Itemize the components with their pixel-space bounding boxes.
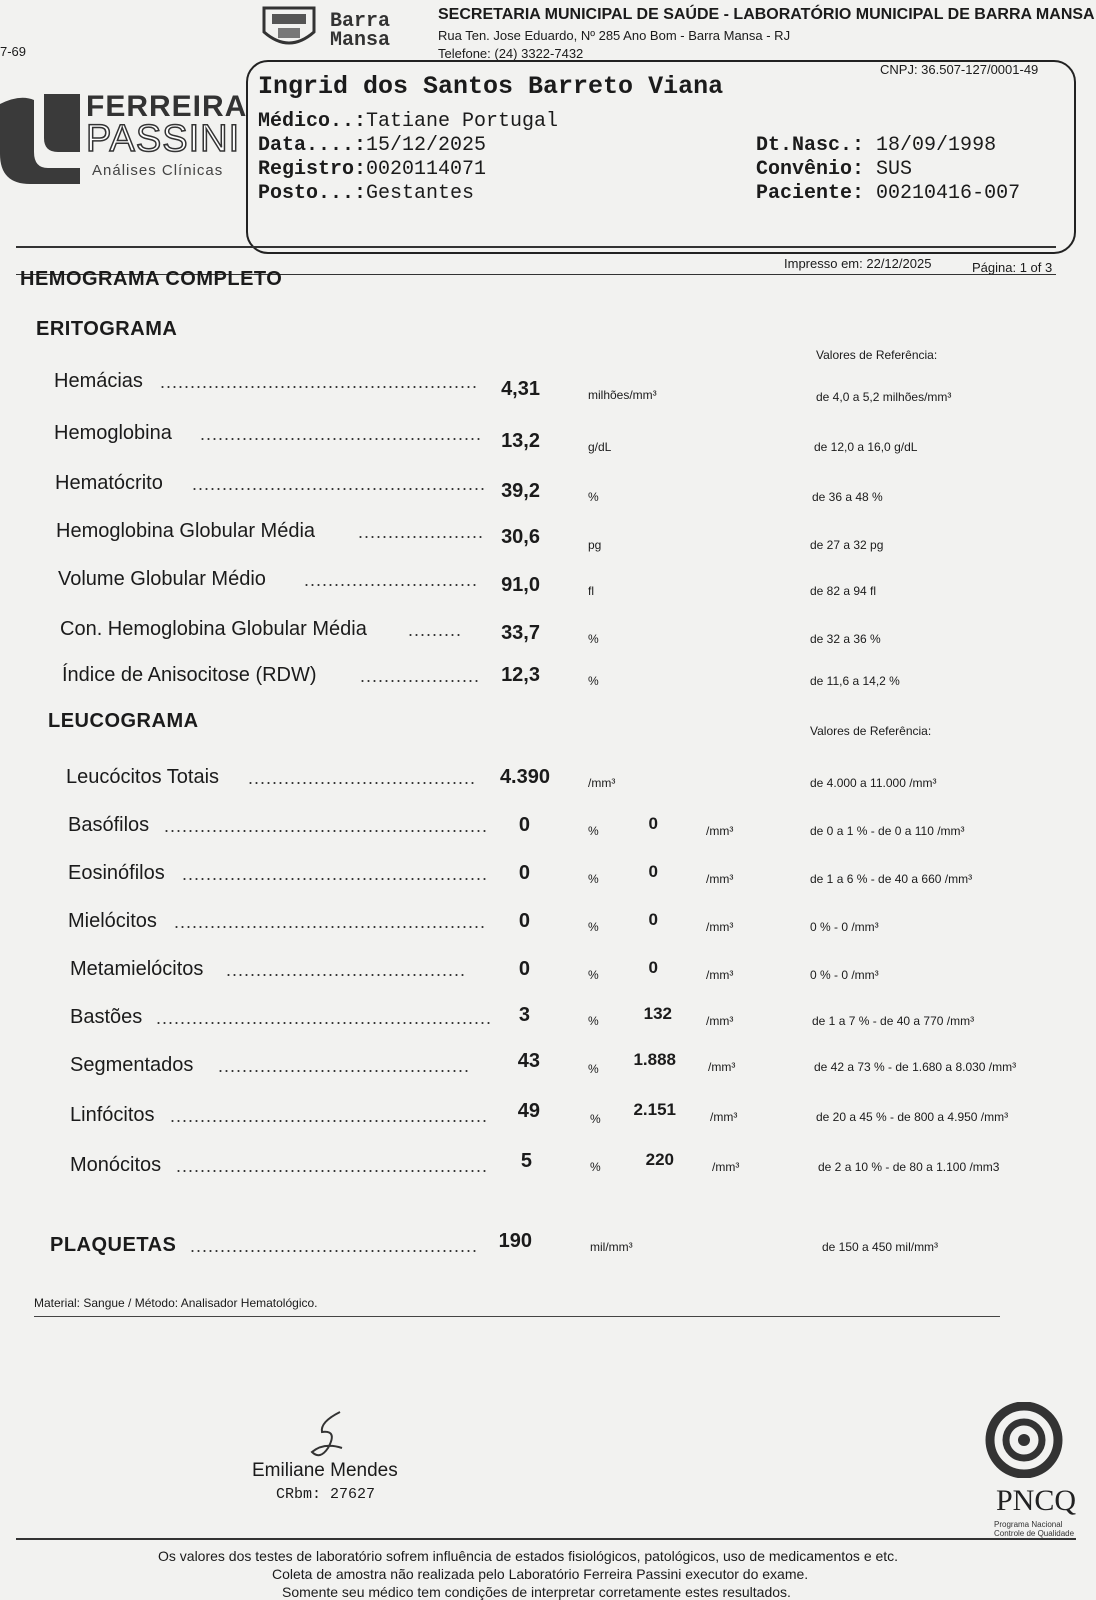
- row-abs: 1.888: [633, 1050, 676, 1069]
- material-separator: [34, 1316, 1000, 1317]
- data-label: Data....:: [258, 134, 367, 157]
- leucograma-row: [0, 1100, 1096, 1144]
- medico-value: Tatiane Portugal: [366, 110, 559, 133]
- data-value: 15/12/2025: [366, 134, 487, 157]
- medico-label: Médico..:: [258, 110, 367, 133]
- posto-value: Gestantes: [366, 182, 475, 205]
- dot-leader: .....................................................: [160, 372, 479, 392]
- city-crest-icon: [258, 4, 320, 52]
- eritograma-row: [0, 472, 1096, 512]
- dot-leader: .....................: [358, 522, 485, 542]
- row-label: Hemácias: [54, 370, 143, 392]
- dot-leader: ................................................: [190, 1236, 479, 1256]
- leucograma-row: [0, 862, 1096, 902]
- material-note: Material: Sangue / Método: Analisador Hematológico.: [34, 1296, 318, 1310]
- row-pct-unit: %: [588, 872, 599, 886]
- leucograma-row: [0, 814, 1096, 854]
- row-reference: de 1 a 7 % - de 40 a 770 /mm³: [812, 1014, 975, 1028]
- eritograma-row: [0, 422, 1096, 462]
- row-pct: 49: [517, 1100, 540, 1122]
- row-label: Hemoglobina: [54, 422, 172, 444]
- row-pct: 43: [517, 1050, 540, 1072]
- lab-logo-line1: FERREIRA: [86, 90, 248, 123]
- row-pct-unit: %: [588, 920, 599, 934]
- leucograma-ref-header: Valores de Referência:: [810, 724, 932, 738]
- row-abs: 2.151: [633, 1100, 676, 1119]
- nasc-label: Dt.Nasc.:: [756, 134, 865, 157]
- row-reference: de 82 a 94 fl: [810, 584, 877, 598]
- row-label: Metamielócitos: [70, 958, 204, 980]
- row-reference: de 12,0 a 16,0 g/dL: [814, 440, 918, 454]
- row-value: 4,31: [501, 378, 540, 400]
- row-pct: 0: [518, 910, 530, 932]
- leucocitos-total-row: [0, 766, 1096, 806]
- dot-leader: ...................................................: [182, 864, 489, 884]
- row-abs-unit: /mm³: [706, 920, 734, 934]
- row-reference: de 0 a 1 % - de 0 a 110 /mm³: [810, 824, 965, 838]
- row-abs: 0: [648, 910, 658, 929]
- row-reference: de 42 a 73 % - de 1.680 a 8.030 /mm³: [814, 1060, 1017, 1074]
- row-abs-unit: /mm³: [708, 1060, 736, 1074]
- row-value: 30,6: [501, 526, 540, 548]
- plaquetas-unit: mil/mm³: [590, 1240, 633, 1254]
- dot-leader: .................................................: [192, 474, 487, 494]
- eritograma-row: [0, 520, 1096, 560]
- leucograma-row: [0, 1006, 1096, 1046]
- dot-leader: ....................: [360, 666, 481, 686]
- footer-line-2: Coleta de amostra não realizada pelo Laboratório Ferreira Passini executor do exame.: [272, 1566, 809, 1582]
- patient-name: Ingrid dos Santos Barreto Viana: [258, 72, 724, 101]
- city-logo-word1: Barra: [330, 10, 391, 33]
- row-abs: 220: [645, 1150, 674, 1169]
- page-number: Página: 1 of 3: [972, 260, 1053, 275]
- leucograma-row: [0, 910, 1096, 950]
- row-reference: de 11,6 a 14,2 %: [810, 674, 900, 688]
- exam-title: HEMOGRAMA COMPLETO: [20, 268, 283, 290]
- dot-leader: ...............................................: [200, 424, 483, 444]
- registro-value: 0020114071: [366, 158, 487, 181]
- plaquetas-label: PLAQUETAS: [50, 1234, 177, 1256]
- city-logo-word2: Mansa: [330, 29, 391, 52]
- row-label: Segmentados: [70, 1054, 194, 1076]
- row-pct-unit: %: [588, 1062, 599, 1076]
- row-reference: 0 % - 0 /mm³: [810, 920, 879, 934]
- pncq-subtitle-1: Programa Nacional: [994, 1520, 1063, 1529]
- row-label: Monócitos: [70, 1154, 162, 1176]
- eritograma-ref-header: Valores de Referência:: [816, 348, 938, 362]
- lab-address: Rua Ten. Jose Eduardo, Nº 285 Ano Bom - Barra Mansa - RJ: [438, 28, 791, 43]
- row-pct: 0: [518, 814, 530, 836]
- posto-label: Posto...:: [258, 182, 367, 205]
- dot-leader: ....................................................: [174, 912, 487, 932]
- registro-label: Registro:: [258, 158, 367, 181]
- dot-leader: .............................: [304, 570, 479, 590]
- row-value: 13,2: [501, 430, 540, 452]
- lab-cnpj: CNPJ: 36.507-127/0001-49: [880, 62, 1039, 77]
- row-label: Volume Globular Médio: [58, 568, 266, 590]
- row-abs: 0: [648, 862, 658, 881]
- row-value: 12,3: [501, 664, 540, 686]
- row-reference: de 2 a 10 % - de 80 a 1.100 /mm3: [818, 1160, 1000, 1174]
- convenio-label: Convênio:: [756, 158, 865, 181]
- row-label: Leucócitos Totais: [66, 766, 220, 788]
- row-value: 39,2: [501, 480, 540, 502]
- dot-leader: ........................................................: [156, 1008, 493, 1028]
- row-pct-unit: %: [588, 1014, 599, 1028]
- row-unit: g/dL: [588, 440, 612, 454]
- pncq-subtitle-2: Controle de Qualidade: [994, 1529, 1075, 1538]
- row-pct-unit: %: [590, 1112, 601, 1126]
- row-abs-unit: /mm³: [710, 1110, 738, 1124]
- row-abs-unit: /mm³: [712, 1160, 740, 1174]
- row-label: Hemoglobina Globular Média: [56, 520, 316, 542]
- row-reference: de 1 a 6 % - de 40 a 660 /mm³: [810, 872, 973, 886]
- row-reference: de 32 a 36 %: [810, 632, 881, 646]
- edge-text: 7-69: [0, 44, 27, 59]
- convenio-value: SUS: [876, 158, 913, 181]
- row-unit: milhões/mm³: [588, 388, 657, 402]
- print-date: Impresso em: 22/12/2025: [784, 256, 932, 271]
- row-label: Bastões: [70, 1006, 143, 1028]
- row-reference: 0 % - 0 /mm³: [810, 968, 879, 982]
- leucograma-row: [0, 1050, 1096, 1094]
- row-label: Mielócitos: [68, 910, 157, 932]
- signature-name: Emiliane Mendes: [252, 1460, 398, 1481]
- lab-phone: Telefone: (24) 3322-7432: [438, 46, 584, 61]
- header-separator: [16, 246, 1056, 248]
- nasc-value: 18/09/1998: [876, 134, 997, 157]
- row-value: 33,7: [501, 622, 540, 644]
- eritograma-row: [0, 664, 1096, 704]
- row-label: Índice de Anisocitose (RDW): [62, 664, 317, 686]
- row-unit: pg: [588, 538, 602, 552]
- dot-leader: .........: [408, 620, 463, 640]
- row-pct-unit: %: [590, 1160, 601, 1174]
- dot-leader: .....................................................: [170, 1106, 489, 1126]
- leucograma-title: LEUCOGRAMA: [48, 710, 199, 732]
- row-abs-unit: /mm³: [706, 968, 734, 982]
- paciente-label: Paciente:: [756, 182, 865, 205]
- signature-scribble-icon: [300, 1408, 360, 1468]
- eritograma-row: [0, 568, 1096, 608]
- row-value: 4.390: [499, 766, 550, 788]
- footer-line-3: Somente seu médico tem condições de interpretar corretamente estes resultados.: [282, 1584, 791, 1600]
- row-label: Con. Hemoglobina Globular Média: [60, 618, 367, 640]
- row-abs-unit: /mm³: [706, 1014, 734, 1028]
- row-value: 91,0: [501, 574, 540, 596]
- plaquetas-value: 190: [498, 1230, 532, 1252]
- row-reference: de 4,0 a 5,2 milhões/mm³: [816, 390, 952, 404]
- row-unit: %: [588, 490, 599, 504]
- row-unit: %: [588, 632, 599, 646]
- row-unit: %: [588, 674, 599, 688]
- eritograma-row: [0, 618, 1096, 658]
- row-pct: 3: [518, 1004, 530, 1026]
- row-reference: de 27 a 32 pg: [810, 538, 884, 552]
- dot-leader: ......................................................: [164, 816, 489, 836]
- eritograma-title: ERITOGRAMA: [36, 318, 178, 340]
- row-label: Basófilos: [68, 814, 150, 836]
- plaquetas-row: [0, 1230, 1096, 1274]
- row-pct: 0: [518, 862, 530, 884]
- row-unit: fl: [588, 584, 594, 598]
- eritograma-row: [0, 370, 1096, 410]
- footer-separator: [16, 1538, 1076, 1540]
- row-reference: de 20 a 45 % - de 800 a 4.950 /mm³: [816, 1110, 1009, 1124]
- lab-logo-line3: Análises Clínicas: [92, 162, 224, 179]
- dot-leader: ..........................................: [218, 1056, 471, 1076]
- paciente-value: 00210416-007: [876, 182, 1021, 205]
- row-abs: 0: [648, 814, 658, 833]
- dot-leader: ....................................................: [176, 1156, 489, 1176]
- footer-line-1: Os valores dos testes de laboratório sofrem influência de estados fisiológicos, patológicos, uso de medicamentos e etc.: [158, 1548, 899, 1564]
- row-abs-unit: /mm³: [706, 872, 734, 886]
- lab-logo-icon: [0, 92, 80, 186]
- row-unit: /mm³: [588, 776, 616, 790]
- row-reference: de 4.000 a 11.000 /mm³: [810, 776, 937, 790]
- row-abs: 0: [648, 958, 658, 977]
- row-pct-unit: %: [588, 824, 599, 838]
- row-abs-unit: /mm³: [706, 824, 734, 838]
- row-abs: 132: [643, 1004, 672, 1023]
- dot-leader: ......................................: [248, 768, 477, 788]
- row-pct: 5: [520, 1150, 532, 1172]
- row-pct: 0: [518, 958, 530, 980]
- plaquetas-reference: de 150 a 450 mil/mm³: [822, 1240, 939, 1254]
- pncq-logo-icon: [984, 1402, 1064, 1478]
- row-reference: de 36 a 48 %: [812, 490, 883, 504]
- lab-logo-line2: PASSINI: [86, 118, 241, 160]
- dot-leader: ........................................: [226, 960, 467, 980]
- leucograma-row: [0, 1150, 1096, 1194]
- row-label: Linfócitos: [70, 1104, 155, 1126]
- row-pct-unit: %: [588, 968, 599, 982]
- lab-header-title: SECRETARIA MUNICIPAL DE SAÚDE - LABORATÓRIO MUNICIPAL DE BARRA MANSA: [438, 6, 1095, 23]
- signature-crbm: CRbm: 27627: [276, 1486, 376, 1503]
- row-label: Hematócrito: [55, 472, 163, 494]
- row-label: Eosinófilos: [68, 862, 165, 884]
- pncq-name: PNCQ: [996, 1484, 1077, 1517]
- leucograma-row: [0, 958, 1096, 998]
